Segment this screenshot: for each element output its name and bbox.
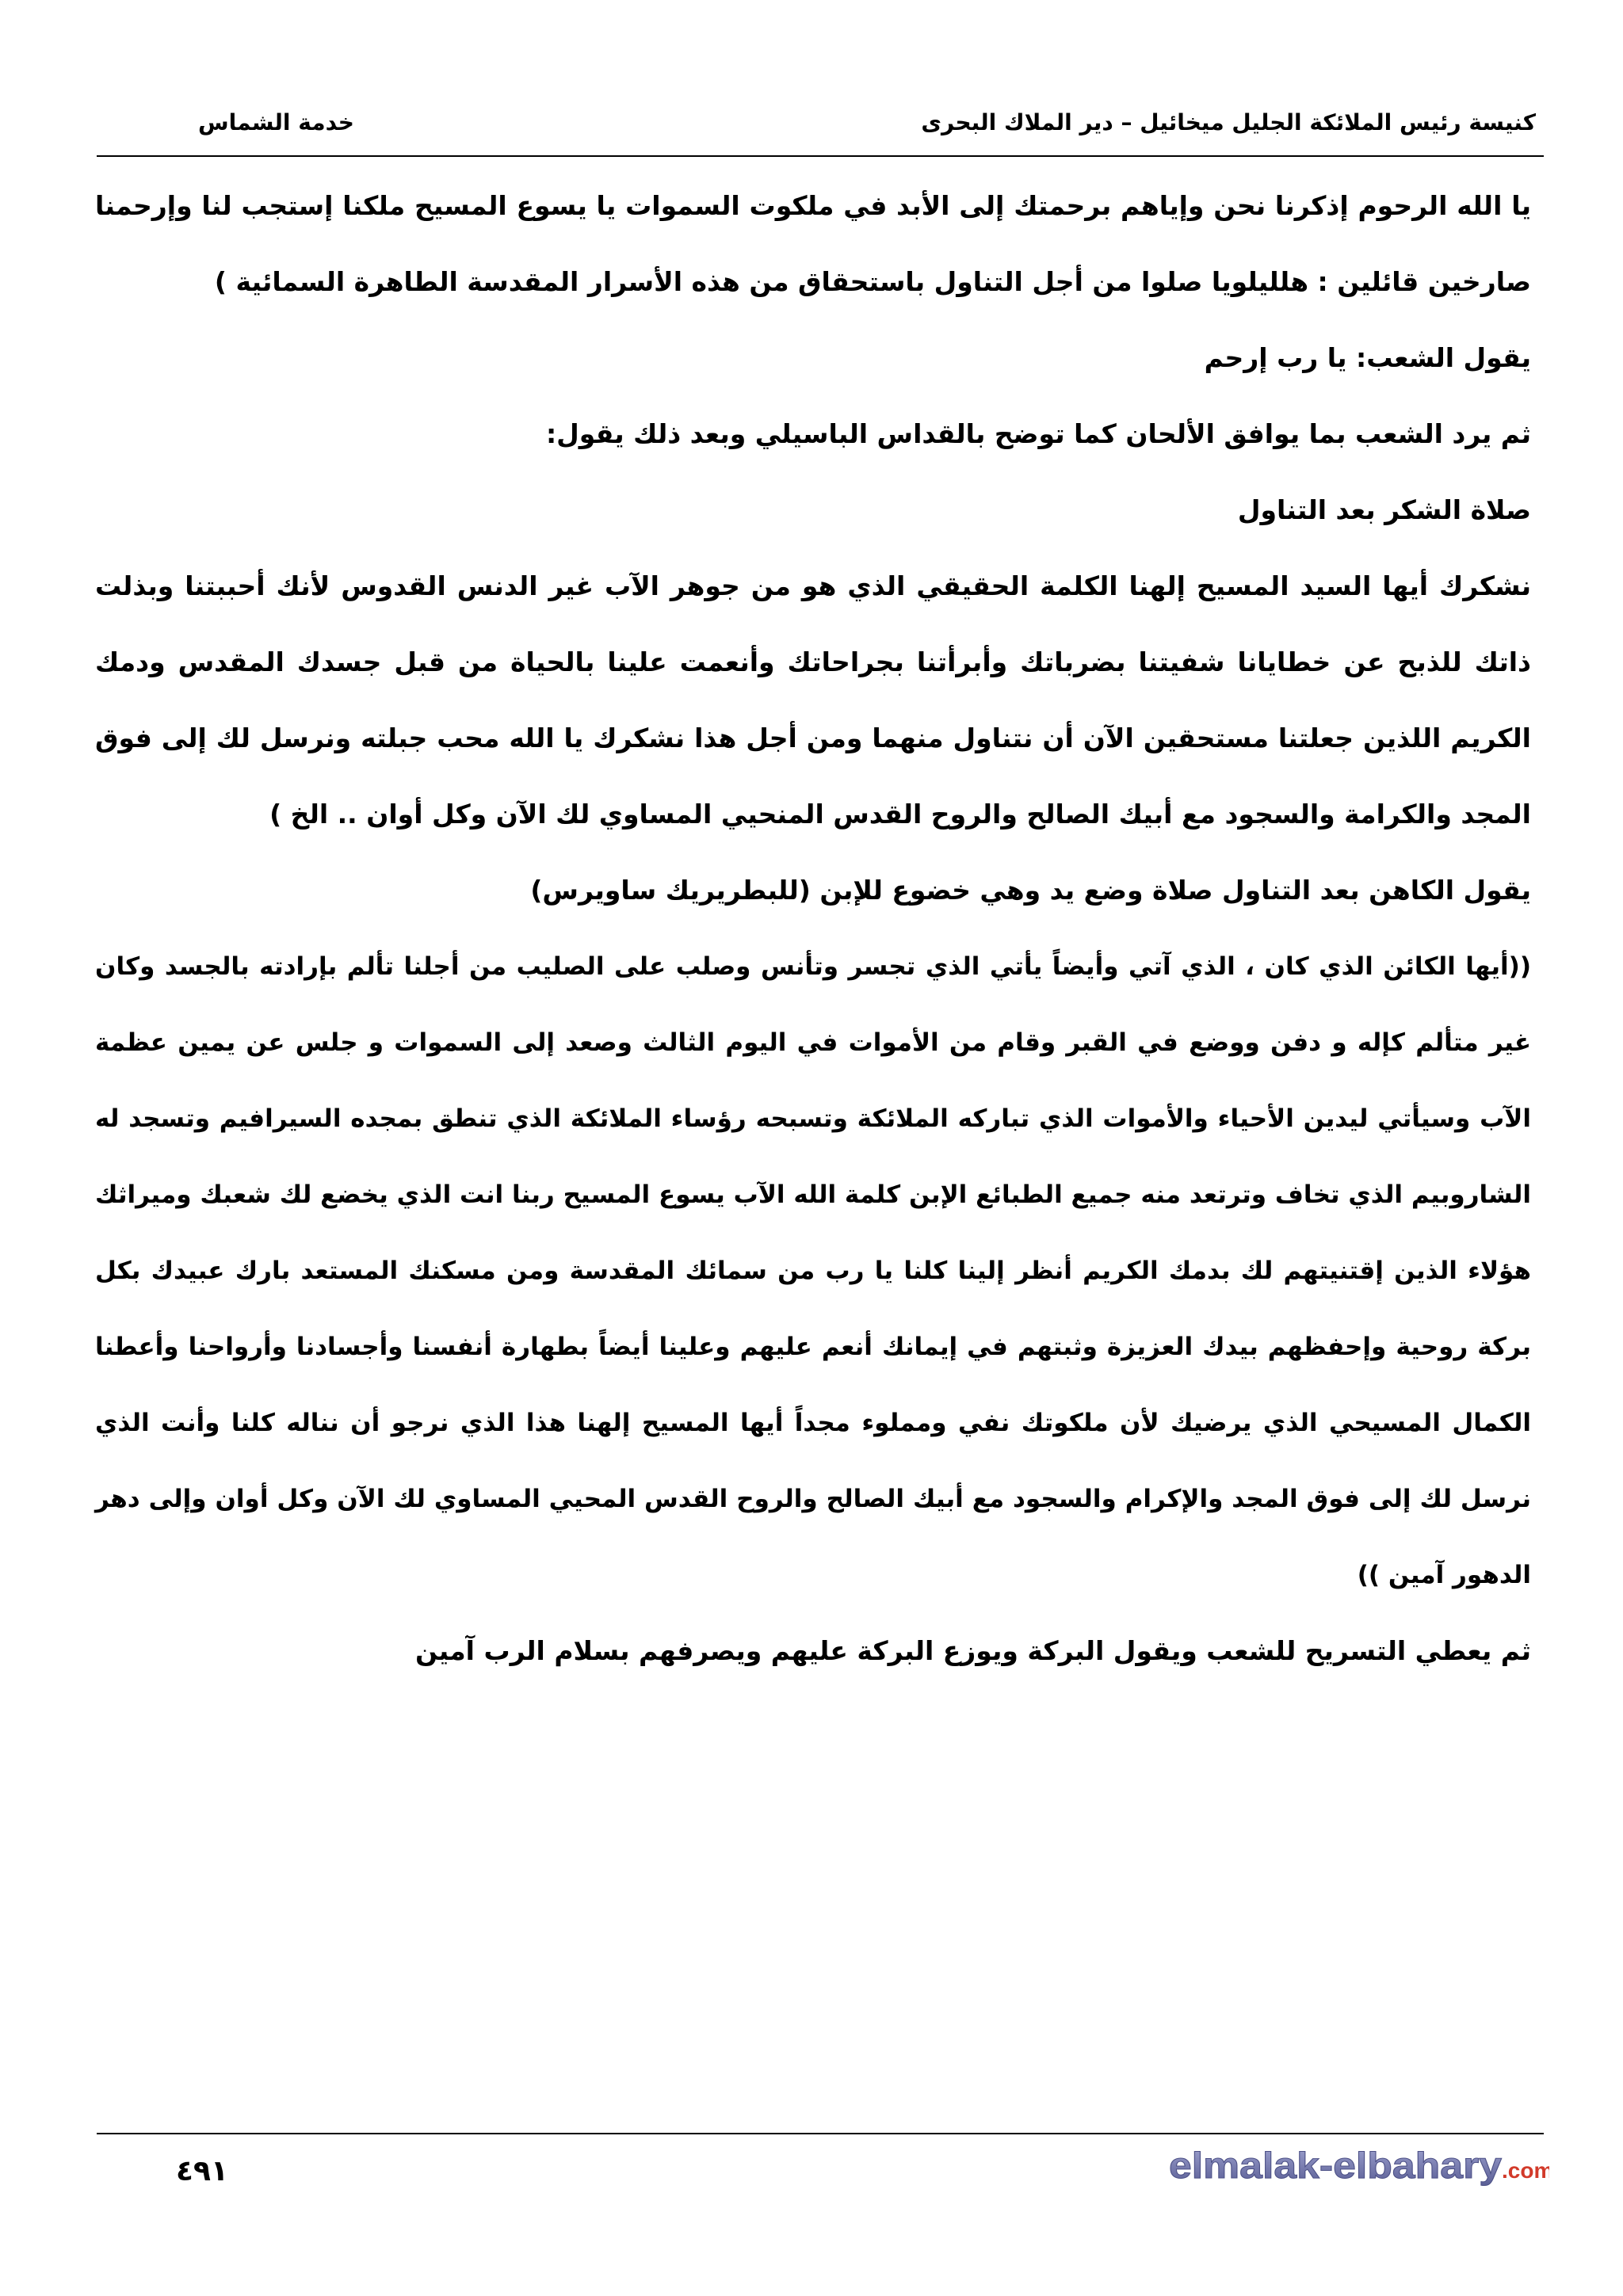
section-heading-thanksgiving: صلاة الشكر بعد التناول <box>1237 494 1531 525</box>
paragraph-submission-prayer: ((أيها الكائن الذي كان ، الذي آتي وأيضاً يأتي الذي تجسر وتأنس وصلب على الصليب من أجلنا تألم بإرادته بالجسد وكان غير متألم كإله و دفن ووضع في القبر وقام من الأموات في اليوم الثالث وصعد إلى السموات و جلس عن يمين عظمة الآب وسيأتي ليدين الأحياء والأموات الذي تباركه الملائكة وتسبحه رؤساء الملائكة الذي تنطق بمجده السيرافيم وتسجد له الشاروبيم الذي تخاف وترتعد منه جميع الطبائع الإبن كلمة الله الآب يسوع المسيح ربنا انت الذي يخضع لك شعبك وميراثك هؤلاء الذين إقتنيتهم لك بدمك الكريم أنظر إلينا كلنا يا رب من سمائك المقدسة ومن مسكنك المستعد بارك عبيدك بكل بركة روحية وإحفظهم بيدك العزيزة وثبتهم في إيمانك أنعم عليهم وعلينا أيضاً بطهارة أنفسنا وأجسادنا وأرواحنا وأعطنا الكمال المسيحي الذي يرضيك لأن ملكوتك نفي ومملوء مجداً أيها المسيح إلهنا هذا الذي نرجو أن نناله كلنا وأنت الذي نرسل لك إلى فوق المجد والإكرام والسجود مع أبيك الصالح والروح القدس المحيي المساوي لك الآن وكل أوان وإلى دهر الدهور آمين )) <box>95 952 1531 1589</box>
site-logo-suffix: .com <box>1502 2158 1549 2183</box>
page-header <box>95 109 1536 151</box>
page-number: ٤٩١ <box>176 2155 228 2187</box>
paragraph-thanksgiving-prayer: نشكرك أيها السيد المسيح إلهنا الكلمة الحقيقي الذي هو من جوهر الآب غير الدنس القدوس لأنك أحببتنا وبذلت ذاتك للذبح عن خطايانا شفيتنا بضرباتك وأبرأتنا بجراحاتك وأنعمت علينا بالحياة من قبل جسدك المقدس ودمك الكريم اللذين جعلتنا مستحقين الآن أن نتناول منهما ومن أجل هذا نشكرك يا الله محب جبلته ونرسل لك إلى فوق المجد والكرامة والسجود مع أبيك الصالح والروح القدس المنحيي المساوي لك الآن وكل أوان .. الخ ) <box>95 570 1531 830</box>
paragraph-people-hymns: ثم يرد الشعب بما يوافق الألحان كما توضح بالقداس الباسيلي وبعد ذلك يقول: <box>545 418 1531 449</box>
header-section-title: خدمة الشماس <box>198 109 354 135</box>
paragraph-priest-instruction: يقول الكاهن بعد التناول صلاة وضع يد وهي خضوع للإبن (للبطريريك ساويرس) <box>530 875 1531 906</box>
paragraph-dismissal: ثم يعطي التسريح للشعب ويقول البركة ويوزع البركة عليهم ويصرفهم بسلام الرب آمين <box>415 1635 1531 1666</box>
page-body <box>95 168 1531 1689</box>
header-divider <box>97 155 1544 157</box>
header-church-title: كنيسة رئيس الملائكة الجليل ميخائيل – دير الملاك البحرى <box>921 109 1536 135</box>
paragraph-prayer-remember: يا الله الرحوم إذكرنا نحن وإياهم برحمتك إلى الأبد في ملكوت السموات يا يسوع المسيح ملكنا إستجب لنا وإرحمنا صارخين قائلين : هلليلويا صلوا من أجل التناول باستحقاق من هذه الأسرار المقدسة الطاهرة السمائية ) <box>95 190 1531 297</box>
site-logo <box>1169 2134 1549 2200</box>
site-logo-text: elmalak-elbahary <box>1169 2145 1503 2186</box>
paragraph-people-response: يقول الشعب: يا رب إرحم <box>1204 342 1531 373</box>
site-logo-graphic <box>1169 2134 1549 2197</box>
